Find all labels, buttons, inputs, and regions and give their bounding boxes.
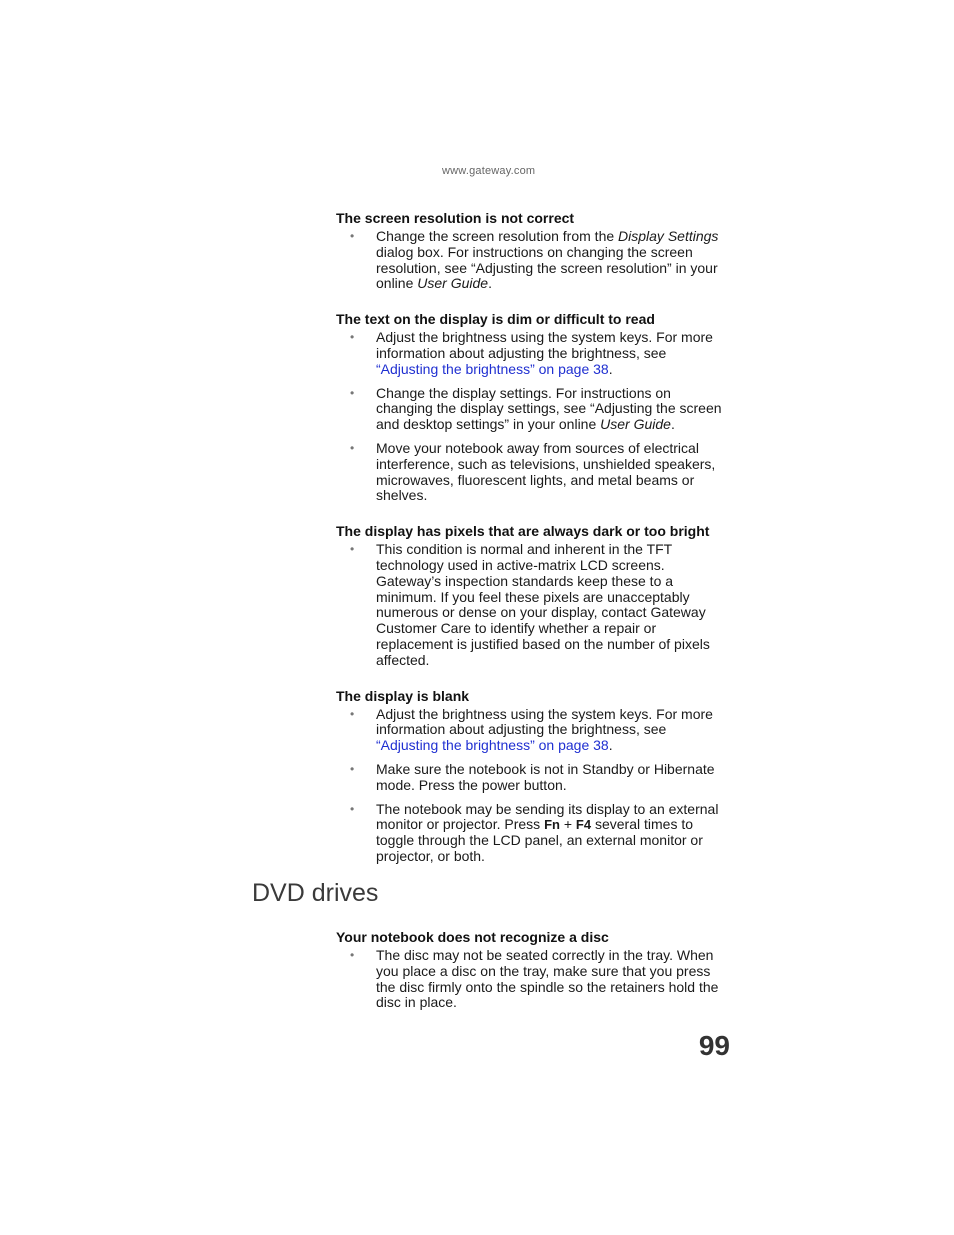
- display-settings-term: Display Settings: [618, 228, 719, 244]
- bullet-icon: •: [350, 385, 355, 400]
- bullet-icon: •: [350, 706, 355, 721]
- bullet-text: .: [488, 275, 492, 292]
- dvd-drives-title: DVD drives: [252, 879, 379, 907]
- section-dead-pixels: [336, 522, 731, 668]
- bullet-text: Adjust the brightness using the system keys. For more information about adjusting the brightness, see: [376, 329, 713, 361]
- bullet-text: .: [670, 416, 675, 433]
- bullet-list: [336, 229, 731, 292]
- adjusting-brightness-link[interactable]: “Adjusting the brightness” on page 38: [376, 360, 609, 377]
- bullet-icon: •: [350, 948, 355, 962]
- bullet-list: [336, 948, 731, 1011]
- bullet-item: [336, 330, 731, 377]
- bullet-text: Move your notebook away from sources of electrical interference, such as televisions, unshielded speakers, microwaves, fluorescent lights, and metal beams or shelves.: [376, 439, 716, 504]
- bullet-item: [336, 441, 731, 504]
- bullet-icon: •: [350, 542, 355, 557]
- bullet-icon: •: [350, 801, 355, 816]
- user-guide-term: User Guide: [417, 275, 489, 292]
- bullet-text: .: [608, 360, 613, 377]
- fn-key: Fn: [544, 817, 560, 833]
- section-display-blank: [336, 687, 731, 865]
- adjusting-brightness-link[interactable]: “Adjusting the brightness” on page 38: [376, 737, 609, 754]
- bullet-text: The notebook may be sending its display to an external monitor or projector. Press: [376, 800, 719, 833]
- bullet-text: several times to toggle through the LCD panel, an external monitor or projector, or both.: [376, 816, 703, 864]
- troubleshooting-display-content: [336, 209, 731, 883]
- bullet-item: [336, 948, 731, 1011]
- bullet-list: [336, 707, 731, 865]
- section-screen-resolution: [336, 209, 731, 292]
- section-heading: Your notebook does not recognize a disc: [336, 929, 609, 945]
- bullet-item: [336, 542, 731, 668]
- page-number: 99: [698, 1030, 730, 1061]
- section-dim-text: [336, 310, 731, 504]
- f4-key: F4: [575, 817, 592, 833]
- bullet-item: [336, 762, 731, 794]
- bullet-text: Make sure the notebook is not in Standby or Hibernate mode. Press the power button.: [376, 760, 715, 793]
- header-url: www.gateway.com: [442, 165, 536, 177]
- bullet-list: [336, 542, 731, 668]
- section-heading: The display is blank: [336, 687, 470, 704]
- bullet-list: [336, 330, 731, 504]
- bullet-text: Adjust the brightness using the system keys. For more information about adjusting the brightness, see: [376, 705, 713, 738]
- bullet-item: [336, 707, 731, 754]
- section-heading: The screen resolution is not correct: [336, 210, 575, 226]
- bullet-item: [336, 229, 731, 292]
- user-guide-term: User Guide: [600, 416, 671, 433]
- plus-sign: +: [559, 816, 576, 833]
- bullet-text: .: [608, 737, 613, 754]
- section-heading: The display has pixels that are always dark or too bright: [336, 523, 710, 540]
- bullet-icon: •: [350, 440, 355, 455]
- bullet-item: [336, 802, 731, 865]
- bullet-icon: •: [350, 229, 355, 243]
- bullet-icon: •: [350, 330, 355, 345]
- bullet-text: Change the screen resolution from the: [376, 228, 619, 244]
- bullet-text: dialog box. For instructions on changing the screen resolution, see “Adjusting the screen resolution” in your online: [376, 243, 718, 292]
- section-heading: The text on the display is dim or difficult to read: [336, 311, 655, 328]
- bullet-text: This condition is normal and inherent in the TFT technology used in active-matrix LCD screens. Gateway’s inspection standards keep these to a minimum. If you feel these pixels are unacceptably numerous or dense on your display, contact Gateway Customer Care to identify whether a repair or replacement is justified based on the number of pixels affected.: [376, 541, 710, 668]
- bullet-text: Change the display settings. For instructions on changing the display settings, see “Adjusting the screen and desktop settings” in your online: [376, 384, 722, 433]
- bullet-icon: •: [350, 761, 355, 776]
- dvd-drives-content: [336, 928, 731, 1011]
- bullet-text: The disc may not be seated correctly in the tray. When you place a disc on the tray, make sure that you press the disc firmly onto the spindle so the retainers hold the disc in place.: [376, 947, 719, 1011]
- bullet-item: [336, 386, 731, 433]
